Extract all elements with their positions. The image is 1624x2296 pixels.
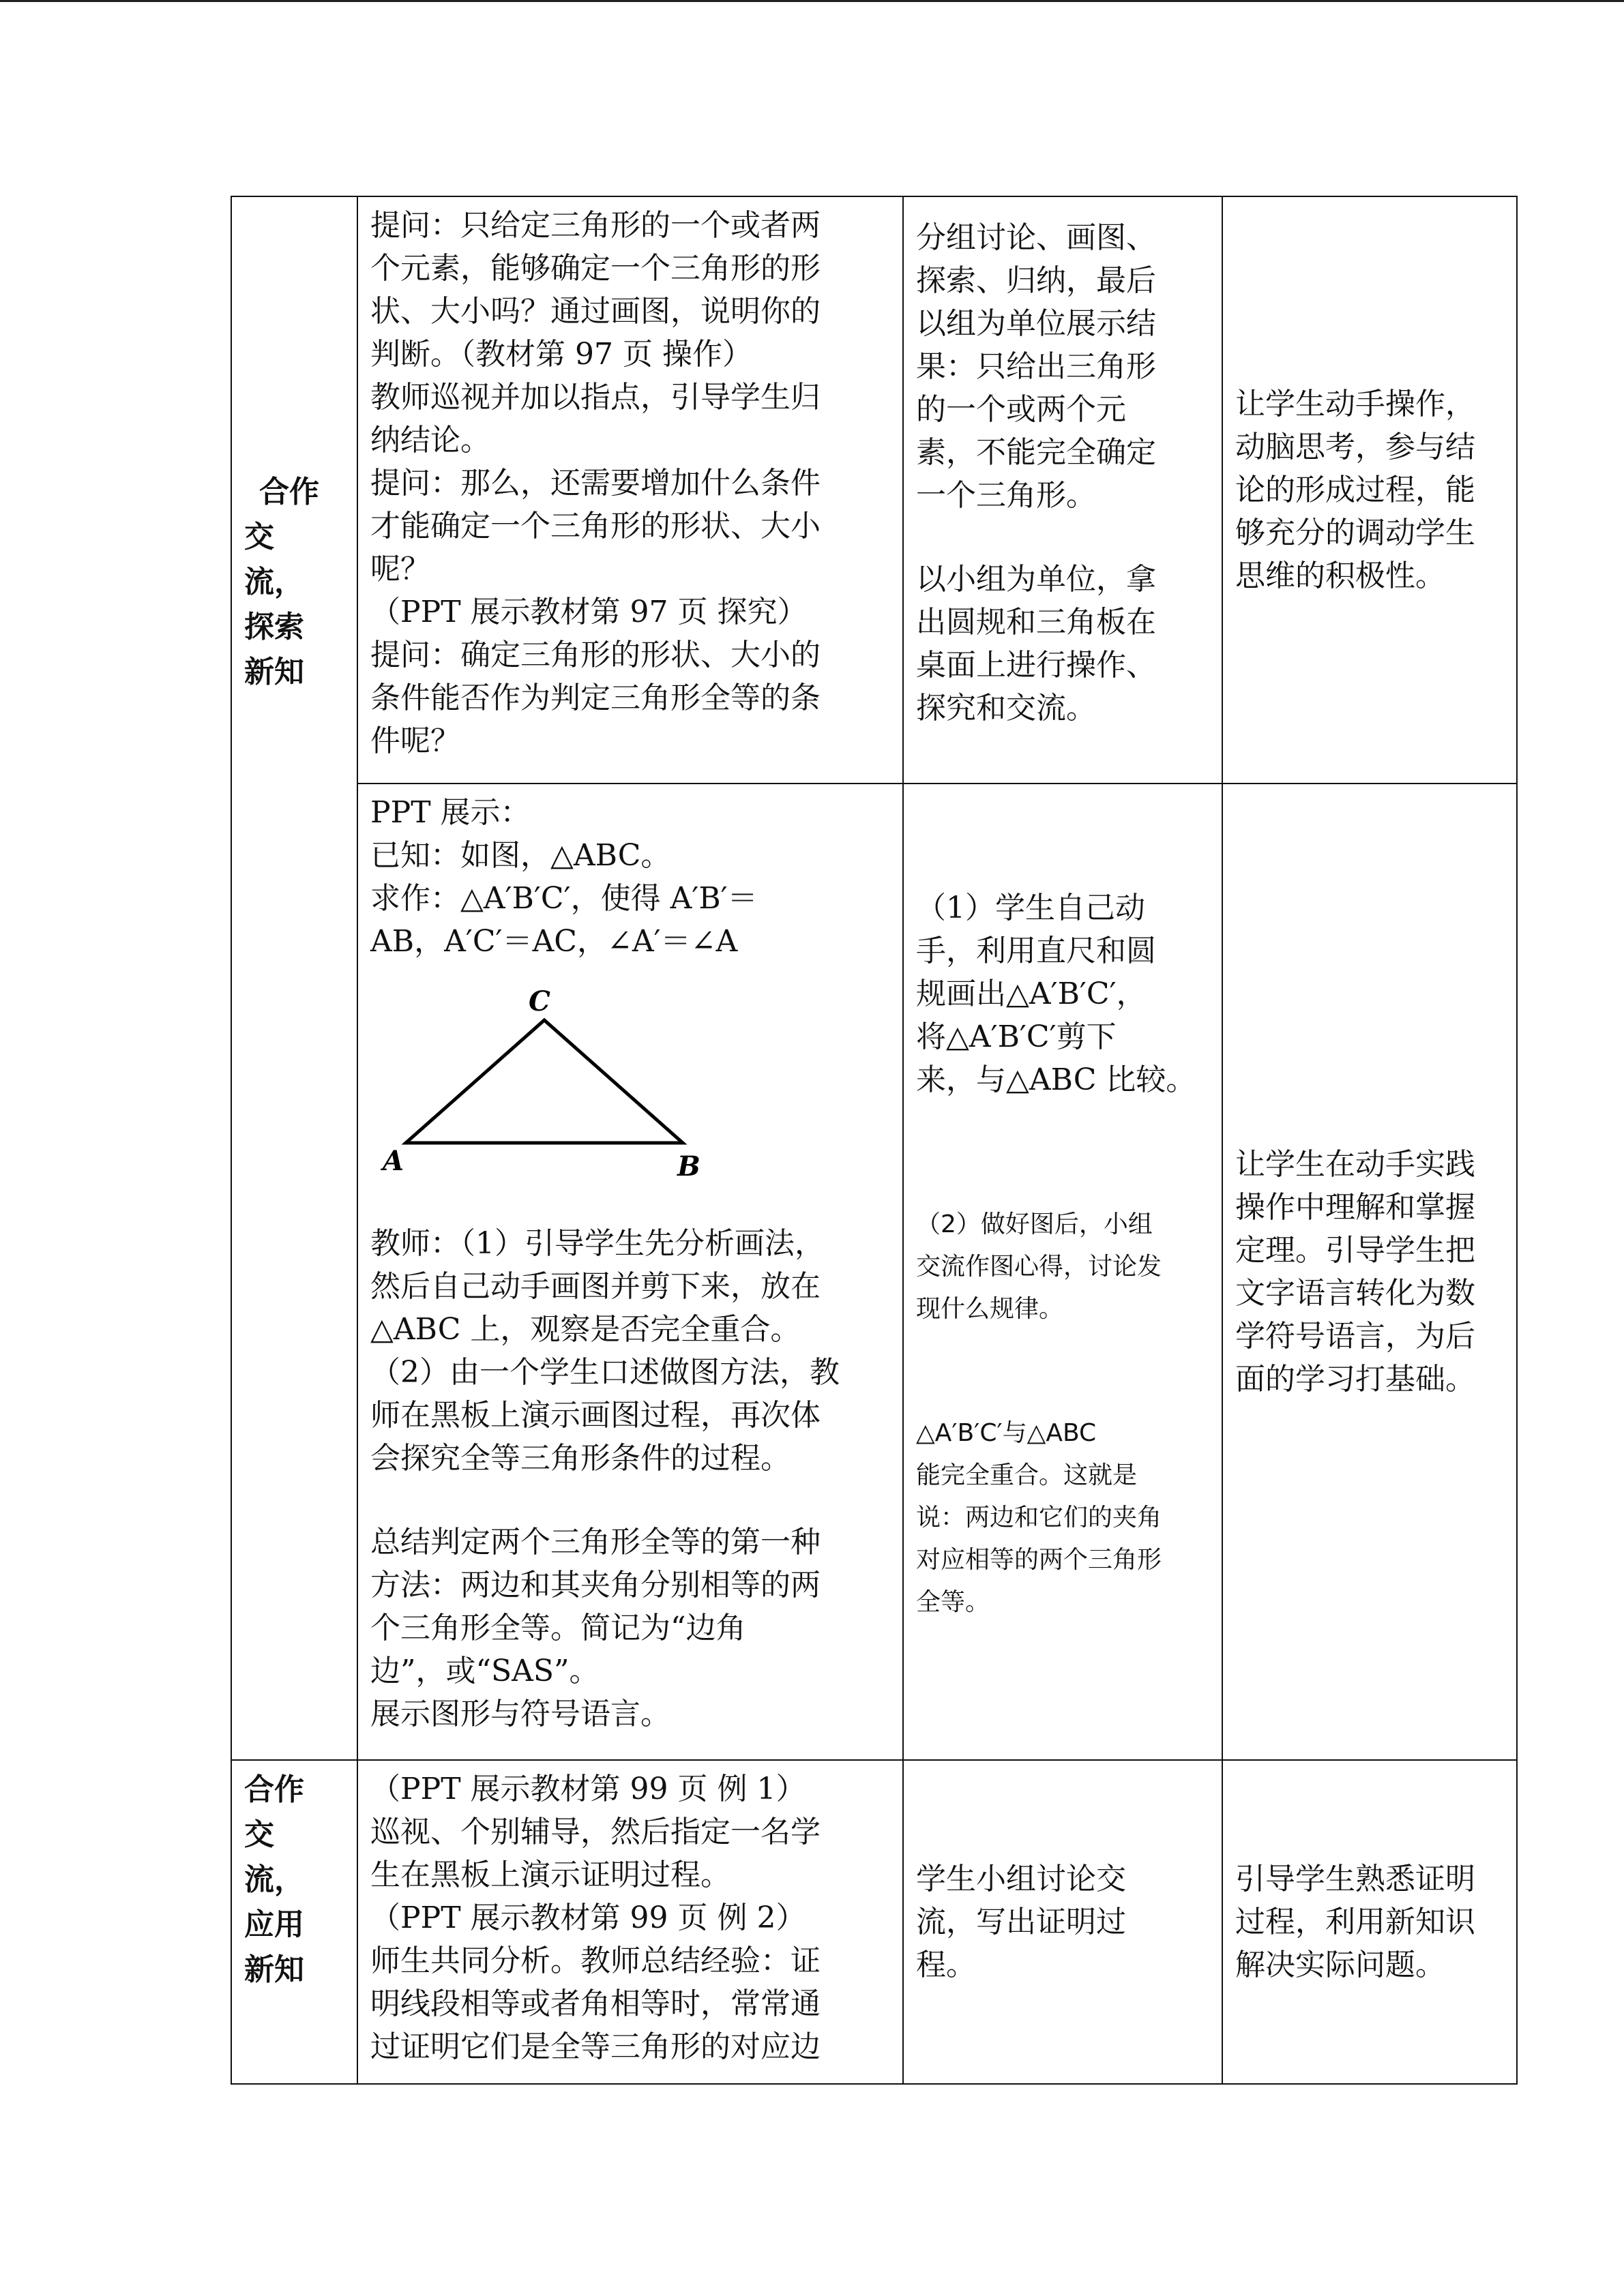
- text-line: 桌面上进行操作、: [916, 648, 1156, 683]
- text-line: 全等。: [916, 1588, 990, 1616]
- text-line: 让学生在动手实践: [1235, 1147, 1475, 1182]
- text-line: 才能确定一个三角形的形状、大小: [370, 509, 821, 543]
- text-line: 会探究全等三角形条件的过程。: [370, 1441, 791, 1476]
- lesson-plan-table: [231, 196, 1518, 2085]
- text-line: PPT 展示：: [370, 795, 531, 830]
- text-line: 素，不能完全确定: [916, 435, 1156, 470]
- text-line: 师在黑板上演示画图过程，再次体: [370, 1398, 821, 1433]
- text-line: 已知：如图，△ABC。: [370, 838, 671, 873]
- text-line: 交流作图心得，讨论发: [916, 1253, 1162, 1281]
- stage-label: 交: [244, 1817, 274, 1852]
- text-line: 探究和交流。: [916, 691, 1096, 726]
- text-line: 个元素，能够确定一个三角形的形: [370, 251, 821, 286]
- text-line: 出圆规和三角板在: [916, 605, 1156, 640]
- text-line: 展示图形与符号语言。: [370, 1697, 670, 1731]
- text-line: 教师：（1）引导学生先分析画法，: [370, 1226, 825, 1261]
- stage-label: 新知: [244, 655, 304, 689]
- teacher-activity-cell: [357, 1760, 903, 2084]
- text-line: 现什么规律。: [916, 1295, 1064, 1323]
- text-line: （2）由一个学生口述做图方法，教: [370, 1355, 840, 1390]
- stage-label: 流，: [244, 1862, 304, 1897]
- text-line: 过证明它们是全等三角形的对应边: [370, 2029, 821, 2064]
- text-line: 来，与△ABC 比较。: [916, 1062, 1196, 1097]
- stage-cell: [231, 1760, 357, 2084]
- text-line: 明线段相等或者角相等时，常常通: [370, 1986, 821, 2021]
- stage-label: 合作: [259, 475, 319, 509]
- text-line: 状、大小吗？通过画图，说明你的: [370, 294, 821, 329]
- text-line: 的一个或两个元: [916, 392, 1126, 427]
- text-line: （1）学生自己动: [916, 891, 1145, 925]
- text-line: 判断。（教材第 97 页 操作）: [370, 337, 752, 372]
- text-line: 提问：只给定三角形的一个或者两: [370, 208, 821, 243]
- stage-label: 探索: [244, 610, 304, 644]
- text-line: 条件能否作为判定三角形全等的条: [370, 681, 821, 715]
- text-line: 定理。引导学生把: [1235, 1233, 1475, 1268]
- design-intent-cell: [1222, 1760, 1517, 2084]
- text-line: 将△A′B′C′剪下: [916, 1019, 1117, 1054]
- text-line: 对应相等的两个三角形: [916, 1546, 1162, 1574]
- text-line: （PPT 展示教材第 99 页 例 2）: [370, 1900, 806, 1935]
- text-line: 让学生动手操作，: [1235, 387, 1475, 421]
- text-line: 规画出△A′B′C′，: [916, 976, 1147, 1011]
- triangle-abc-figure: [370, 985, 725, 1189]
- text-line: △A′B′C′与△ABC: [916, 1419, 1097, 1447]
- text-line: 呢？: [370, 552, 430, 586]
- text-line: 文字语言转化为数: [1235, 1276, 1475, 1311]
- text-line: 果：只给出三角形: [916, 349, 1156, 384]
- vertex-label-b: B: [677, 1150, 700, 1182]
- text-line: 动脑思考，参与结: [1235, 430, 1475, 464]
- text-line: 求作：△A′B′C′，使得 A′B′＝: [370, 881, 758, 916]
- text-line: 分组讨论、画图、: [916, 220, 1156, 255]
- text-line: 探索、归纳，最后: [916, 263, 1156, 298]
- text-line: 边”，或“SAS”。: [370, 1654, 600, 1688]
- teacher-activity-cell: [357, 784, 903, 1760]
- text-line: 件呢？: [370, 724, 460, 758]
- table-row: [231, 784, 1517, 1760]
- text-line: 教师巡视并加以指点，引导学生归: [370, 380, 821, 415]
- text-line: AB，A′C′＝AC，∠A′＝∠A: [370, 924, 738, 959]
- text-line: 引导学生熟悉证明: [1235, 1862, 1475, 1896]
- text-line: 学生小组讨论交: [916, 1862, 1126, 1896]
- text-line: 论的形成过程，能: [1235, 473, 1475, 507]
- text-line: △ABC 上，观察是否完全重合。: [370, 1312, 801, 1347]
- stage-cell: [231, 475, 357, 1760]
- text-line: 程。: [916, 1948, 976, 1982]
- student-activity-cell: [903, 1760, 1222, 2084]
- top-border-line: [0, 0, 1624, 2]
- text-line: 以小组为单位，拿: [916, 562, 1156, 597]
- text-line: 流，写出证明过: [916, 1905, 1126, 1939]
- text-line: 够充分的调动学生: [1235, 516, 1475, 550]
- stage-label: 应用: [244, 1907, 304, 1942]
- text-line: 操作中理解和掌握: [1235, 1190, 1475, 1225]
- text-line: （2）做好图后，小组: [916, 1210, 1153, 1238]
- stage-label: 合作: [244, 1772, 304, 1807]
- teacher-activity-cell: [357, 196, 903, 784]
- text-line: 以组为单位展示结: [916, 306, 1156, 341]
- text-line: 个三角形全等。简记为“边角: [370, 1611, 746, 1645]
- text-line: 面的学习打基础。: [1235, 1362, 1475, 1397]
- text-line: 思维的积极性。: [1235, 558, 1445, 593]
- vertex-label-c: C: [529, 985, 550, 1017]
- text-line: 手，利用直尺和圆: [916, 934, 1156, 968]
- stage-label: 交: [244, 520, 274, 554]
- vertex-label-a: A: [383, 1145, 404, 1177]
- student-activity-cell: [903, 196, 1222, 784]
- text-line: 方法：两边和其夹角分别相等的两: [370, 1568, 821, 1602]
- stage-label: 新知: [244, 1952, 304, 1987]
- text-line: （PPT 展示教材第 97 页 探究）: [370, 595, 808, 629]
- table-row: [231, 1760, 1517, 2084]
- text-line: 生在黑板上演示证明过程。: [370, 1858, 730, 1892]
- student-activity-cell: [903, 784, 1222, 1760]
- design-intent-cell: [1222, 784, 1517, 1760]
- text-line: 一个三角形。: [916, 478, 1096, 513]
- text-line: 说：两边和它们的夹角: [916, 1504, 1162, 1532]
- text-line: 过程，利用新知识: [1235, 1905, 1475, 1939]
- design-intent-cell: [1222, 196, 1517, 784]
- text-line: 纳结论。: [370, 423, 490, 458]
- table-row: [231, 196, 1517, 784]
- text-line: 总结判定两个三角形全等的第一种: [370, 1525, 821, 1560]
- text-line: 提问：确定三角形的形状、大小的: [370, 638, 821, 672]
- text-line: 提问：那么，还需要增加什么条件: [370, 466, 821, 501]
- text-line: 巡视、个别辅导，然后指定一名学: [370, 1815, 821, 1849]
- text-line: 师生共同分析。教师总结经验：证: [370, 1943, 821, 1978]
- stage-label: 流，: [244, 565, 304, 599]
- text-line: 学符号语言，为后: [1235, 1319, 1475, 1354]
- text-line: 解决实际问题。: [1235, 1948, 1445, 1982]
- triangle-shape: [406, 1020, 683, 1143]
- text-line: （PPT 展示教材第 99 页 例 1）: [370, 1772, 806, 1806]
- text-line: 然后自己动手画图并剪下来，放在: [370, 1269, 821, 1304]
- text-line: 能完全重合。这就是: [916, 1461, 1138, 1489]
